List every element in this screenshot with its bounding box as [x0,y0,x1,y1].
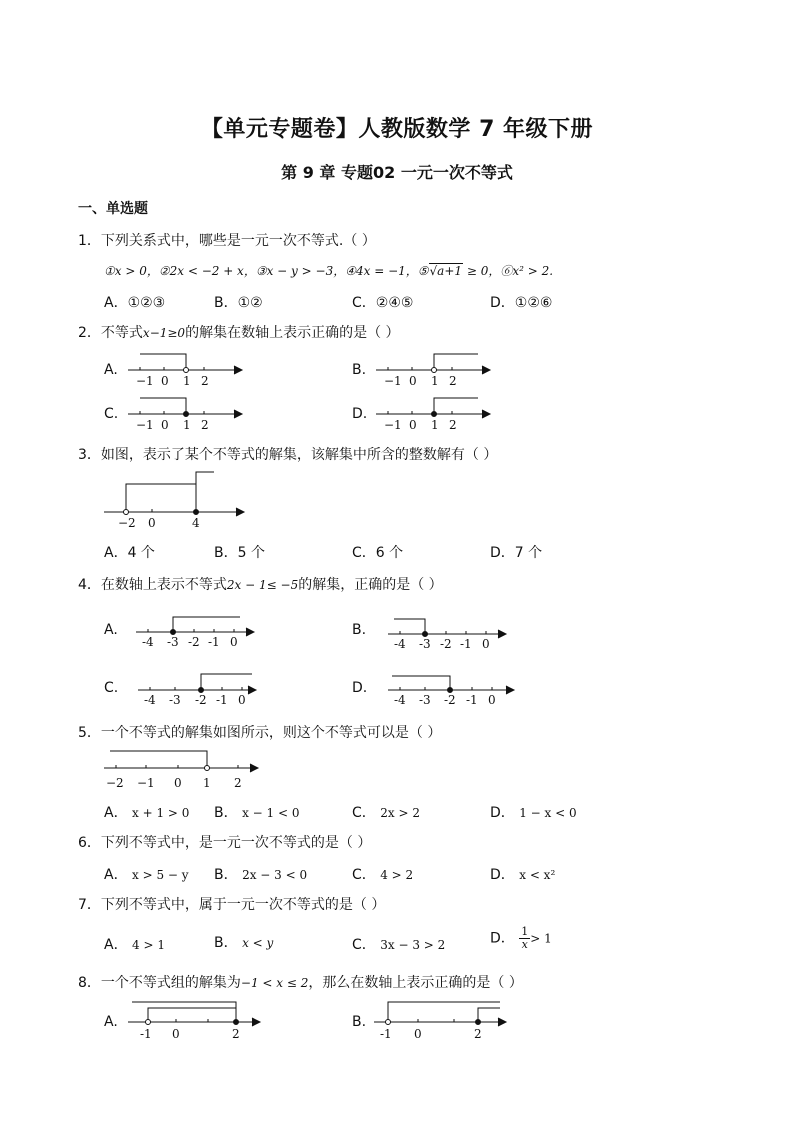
q5-number-line [104,746,269,794]
question-text: 下列关系式中，哪些是一元一次不等式.（ ） [100,233,376,249]
q8-number-line-a[interactable] [128,998,268,1042]
q5-option-c[interactable]: C． 2x > 2 [352,805,420,821]
q1-item-4: ，④4x = −1 [333,264,406,278]
tick-label: -3 [169,693,181,707]
tick-label: -1 [140,1027,152,1041]
tick-label: -1 [216,693,228,707]
tick-label: 2 [201,374,209,388]
question-text: 下列不等式中，是一元一次不等式的是（ ） [100,835,372,851]
tick-label: 2 [234,776,242,790]
tick-label: -1 [460,637,472,651]
question-text: 如图，表示了某个不等式的解集，该解集中所含的整数解有（ ） [100,447,498,463]
inequality-expression: −1 < x ≤ 2 [240,976,309,990]
q8-option-b-label[interactable]: B. [352,1014,367,1030]
q4-option-c-label[interactable]: C. [104,680,119,696]
q2-option-b-label[interactable]: B. [352,362,367,378]
question-number: 7． [78,897,101,913]
tick-label: -3 [419,637,431,651]
tick-label: −1 [384,418,402,432]
tick-label: −1 [137,776,155,790]
q8-option-a-label[interactable]: A. [104,1014,118,1030]
tick-label: -1 [208,635,220,649]
q7-option-a[interactable]: A． 4 > 1 [104,937,165,953]
tick-label: 1 [431,374,439,388]
tick-label: -4 [142,635,154,649]
question-6 [78,832,371,852]
inequality-expression: 2x − 1≤ −5 [226,578,299,592]
tick-label: -1 [466,693,478,707]
question-3 [78,444,497,464]
question-2: 2．不等式x−1≥0的解集在数轴上表示正确的是（ ） [78,325,400,341]
fraction: $\frac{1}{x}$ [521,925,529,951]
q7-option-c[interactable]: C． 3x − 3 > 2 [352,937,446,953]
q1-option-b[interactable]: B．①② [214,295,263,311]
question-5 [78,722,441,742]
q6-option-a[interactable]: A． x > 5 − y [104,867,189,883]
question-1 [78,230,376,250]
tick-label: -4 [394,637,406,651]
tick-label: 0 [482,637,490,651]
question-7 [78,894,385,914]
q3-number-line [104,470,254,532]
question-4: 4．在数轴上表示不等式2x − 1≤ −5的解集，正确的是（ ） [78,577,443,593]
q3-option-a[interactable]: A．4 个 [104,545,155,561]
q2-number-line-c[interactable] [128,394,258,436]
q1-option-d[interactable]: D．①②⑥ [490,295,553,311]
q1-option-a[interactable]: A．①②③ [104,295,166,311]
q1-item-6: ，⑥x² > 2. [488,264,554,278]
tick-label: 0 [409,418,417,432]
tick-label: 1 [183,374,191,388]
q1-relations [104,262,553,279]
q5-option-a[interactable]: A． x + 1 > 0 [104,805,190,821]
tick-label: −1 [136,418,154,432]
q6-option-c[interactable]: C． 4 > 2 [352,867,414,883]
tick-label: 0 [488,693,496,707]
tick-label: 0 [148,516,156,530]
q2-number-line-b[interactable] [376,350,506,392]
question-number: 8． [78,975,101,991]
q4-option-d-label[interactable]: D. [352,680,368,696]
q4-number-line-c[interactable] [138,670,263,712]
q6-option-d[interactable]: D． x < x² [490,867,556,883]
q4-option-a-label[interactable]: A. [104,622,118,638]
tick-label: 1 [203,776,211,790]
q3-option-b[interactable]: B．5 个 [214,545,265,561]
q1-item-5b: ≥ 0 [463,264,489,278]
question-8: 8．一个不等式组的解集为−1 < x ≤ 2，那么在数轴上表示正确的是（ ） [78,975,523,991]
tick-label: 0 [238,693,246,707]
section-heading: 一、单选题 [78,201,148,217]
inequality-expression: x−1≥0 [142,326,186,340]
tick-label: -3 [419,693,431,707]
tick-label: −2 [106,776,124,790]
q1-item-2: ，②2x < −2 + x [146,264,244,278]
tick-label: 2 [449,418,457,432]
q5-option-d[interactable]: D． 1 − x < 0 [490,805,577,821]
tick-label: 0 [414,1027,422,1041]
tick-label: 0 [161,374,169,388]
tick-label: −1 [384,374,402,388]
tick-label: −2 [118,516,136,530]
q3-option-d[interactable]: D．7 个 [490,545,543,561]
question-number: 1． [78,233,101,249]
q3-option-c[interactable]: C．6 个 [352,545,404,561]
q4-option-b-label[interactable]: B. [352,622,367,638]
tick-label: −1 [136,374,154,388]
q5-option-b[interactable]: B． x − 1 < 0 [214,805,300,821]
q4-number-line-a[interactable] [136,612,261,654]
tick-label: -3 [167,635,179,649]
question-number: 3． [78,447,101,463]
q8-number-line-b[interactable] [374,998,514,1042]
tick-label: 2 [201,418,209,432]
tick-label: 1 [431,418,439,432]
tick-label: 0 [172,1027,180,1041]
tick-label: 1 [183,418,191,432]
tick-label: -2 [444,693,456,707]
q4-number-line-b[interactable] [388,614,513,656]
tick-label: 0 [161,418,169,432]
q1-option-c[interactable]: C．②④⑤ [352,295,414,311]
tick-label: 0 [230,635,238,649]
tick-label: -2 [440,637,452,651]
q1-item-3: ，③x − y > −3 [243,264,334,278]
tick-label: 2 [449,374,457,388]
q2-option-c-label[interactable]: C. [104,406,119,422]
tick-label: -1 [380,1027,392,1041]
q7-option-b[interactable]: B． x < y [214,935,274,951]
page-subtitle: 第 9 章 专题02 一元一次不等式 [281,163,513,182]
page-title: 【单元专题卷】人教版数学 7 年级下册 [200,117,594,142]
tick-label: 4 [192,516,200,530]
q2-option-d-label[interactable]: D. [352,406,368,422]
question-text: 一个不等式的解集如图所示，则这个不等式可以是（ ） [100,725,442,741]
q2-number-line-d[interactable] [376,394,506,436]
q2-option-a-label[interactable]: A. [104,362,118,378]
tick-label: -4 [144,693,156,707]
tick-label: 0 [174,776,182,790]
question-text: 下列不等式中，属于一元一次不等式的是（ ） [100,897,386,913]
q4-number-line-d[interactable] [388,670,518,712]
question-number: 4． [78,577,101,593]
tick-label: -2 [195,693,207,707]
q7-option-d[interactable]: D． $\frac{1}{x}$ > 1 [490,925,552,951]
question-number: 2． [78,325,101,341]
q1-item-1: ①x > 0 [104,264,147,278]
tick-label: 0 [409,374,417,388]
question-number: 5． [78,725,101,741]
tick-label: -2 [188,635,200,649]
question-number: 6． [78,835,101,851]
q1-item-5: ，⑤ [405,264,429,278]
q2-number-line-a[interactable] [128,350,258,392]
tick-label: -4 [394,693,406,707]
sqrt-expression: √a+1 [429,264,463,278]
q6-option-b[interactable]: B． 2x − 3 < 0 [214,867,308,883]
tick-label: 2 [232,1027,240,1041]
tick-label: 2 [474,1027,482,1041]
